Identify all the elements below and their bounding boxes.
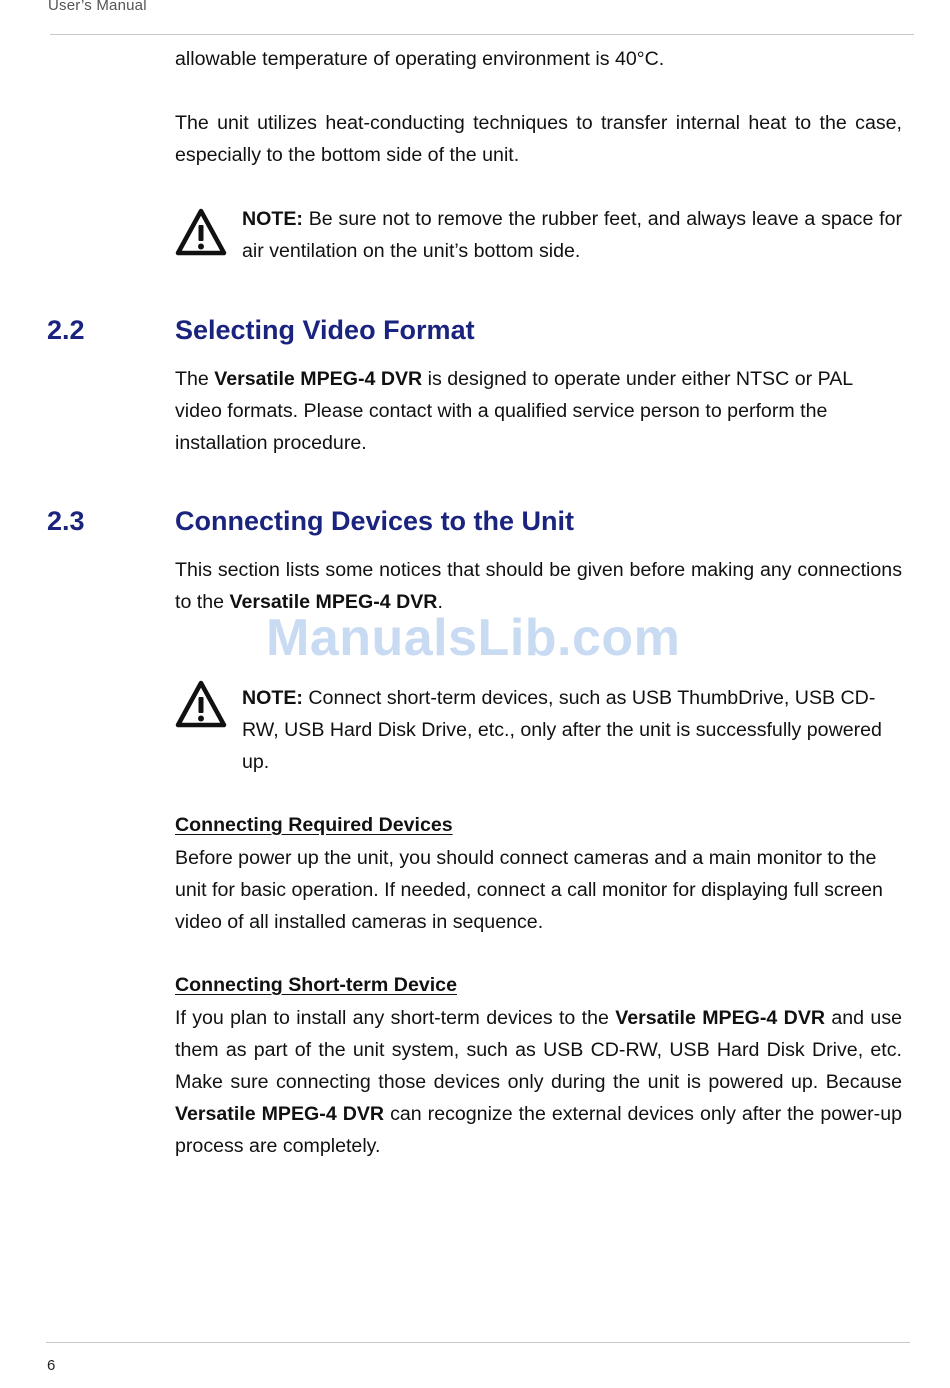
watermark: ManualsLib.com — [266, 609, 681, 667]
note-text: Connect short-term devices, such as USB ThumbDrive, USB CD-RW, USB Hard Disk Drive, etc., only after the unit is successfully powered up. — [242, 687, 882, 773]
subheading-short-term-device: Connecting Short-term Device — [175, 974, 457, 996]
running-header: User’s Manual — [48, 0, 147, 14]
product-name: Versatile MPEG-4 DVR — [229, 591, 438, 613]
text-run: and use them as part of the unit system, such as USB CD-RW, USB Hard Disk Drive, etc. Make sure connecting those devices only during the unit is powered up. Because — [175, 1007, 903, 1093]
note-label: NOTE: — [242, 208, 303, 230]
footer-rule — [46, 1342, 910, 1343]
warning-triangle-icon — [175, 680, 227, 728]
text-run: The — [175, 368, 215, 390]
text-run: is designed to operate under either NTSC or PAL video formats. Please contact with a qualified service person to perform the installation procedure. — [175, 368, 853, 454]
section-number: 2.3 — [47, 506, 85, 536]
warning-triangle-icon — [175, 208, 227, 256]
page-number: 6 — [47, 1357, 56, 1374]
product-name: Versatile MPEG-4 DVR — [615, 1007, 826, 1029]
short-term-device-paragraph — [175, 1002, 902, 1162]
note-2 — [242, 682, 902, 778]
required-devices-paragraph: Before power up the unit, you should connect cameras and a main monitor to the unit for basic operation. If needed, connect a call monitor for displaying full screen video of all installed cameras in sequence. — [175, 847, 883, 933]
subheading-required-devices: Connecting Required Devices — [175, 814, 453, 836]
section-number: 2.2 — [47, 315, 85, 345]
product-name: Versatile MPEG-4 DVR — [175, 1103, 385, 1125]
header-rule — [50, 34, 914, 35]
text-run: This section lists some notices that should be given before making any connections to the — [175, 559, 902, 613]
intro-paragraph-1: allowable temperature of operating environment is 40°C. — [175, 48, 665, 70]
section-title: Connecting Devices to the Unit — [175, 506, 575, 536]
note-label: NOTE: — [242, 687, 303, 709]
product-name: Versatile MPEG-4 DVR — [214, 368, 423, 390]
intro-paragraph-2: The unit utilizes heat-conducting techniques to transfer internal heat to the case, especially to the bottom side of the unit. — [175, 112, 902, 166]
note-text: Be sure not to remove the rubber feet, and always leave a space for air ventilation on the unit’s bottom side. — [242, 208, 902, 262]
text-run: . — [437, 591, 443, 613]
section-paragraph — [175, 363, 902, 459]
note-1 — [242, 203, 902, 267]
text-run: can recognize the external devices only after the power-up process are completely. — [175, 1103, 902, 1157]
section-title: Selecting Video Format — [175, 315, 475, 345]
text-run: If you plan to install any short-term devices to the — [175, 1007, 616, 1029]
